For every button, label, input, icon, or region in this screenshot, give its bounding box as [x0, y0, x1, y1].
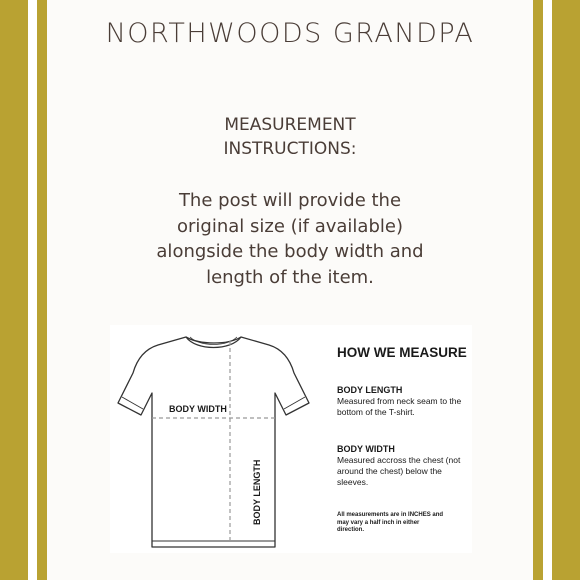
left-border: [0, 0, 28, 580]
body-length-title: BODY LENGTH: [337, 385, 403, 395]
body-line-3: alongside the body width and: [156, 241, 424, 262]
how-we-measure-title: HOW WE MEASURE: [337, 345, 467, 360]
body-width-title: BODY WIDTH: [337, 444, 395, 454]
content-card: [47, 0, 533, 580]
shirt-body-width-label: BODY WIDTH: [169, 404, 227, 414]
measurement-note: All measurements are in INCHES and may vary a half inch in either direction.: [337, 512, 444, 533]
brand-title: NORTHWOODS GRANDPA: [105, 18, 475, 49]
right-border-gap: [543, 0, 552, 580]
instructions-body: [47, 188, 533, 290]
body-line-2: original size (if available): [177, 215, 403, 237]
shirt-body-length-label: BODY LENGTH: [252, 459, 262, 525]
heading-line-1: MEASUREMENT: [224, 115, 356, 135]
instructions-heading: [47, 113, 533, 161]
body-length-description: Measured from neck seam to the bottom of the T-shirt.: [337, 396, 462, 417]
heading-line-2: INSTRUCTIONS:: [223, 139, 357, 159]
measurement-diagram: [110, 325, 472, 553]
body-width-description: Measured accross the chest (not around the chest) below the sleeves.: [337, 455, 461, 487]
body-line-4: length of the item.: [206, 266, 374, 288]
body-line-1: The post will provide the: [178, 190, 402, 211]
left-border-gap: [28, 0, 37, 580]
